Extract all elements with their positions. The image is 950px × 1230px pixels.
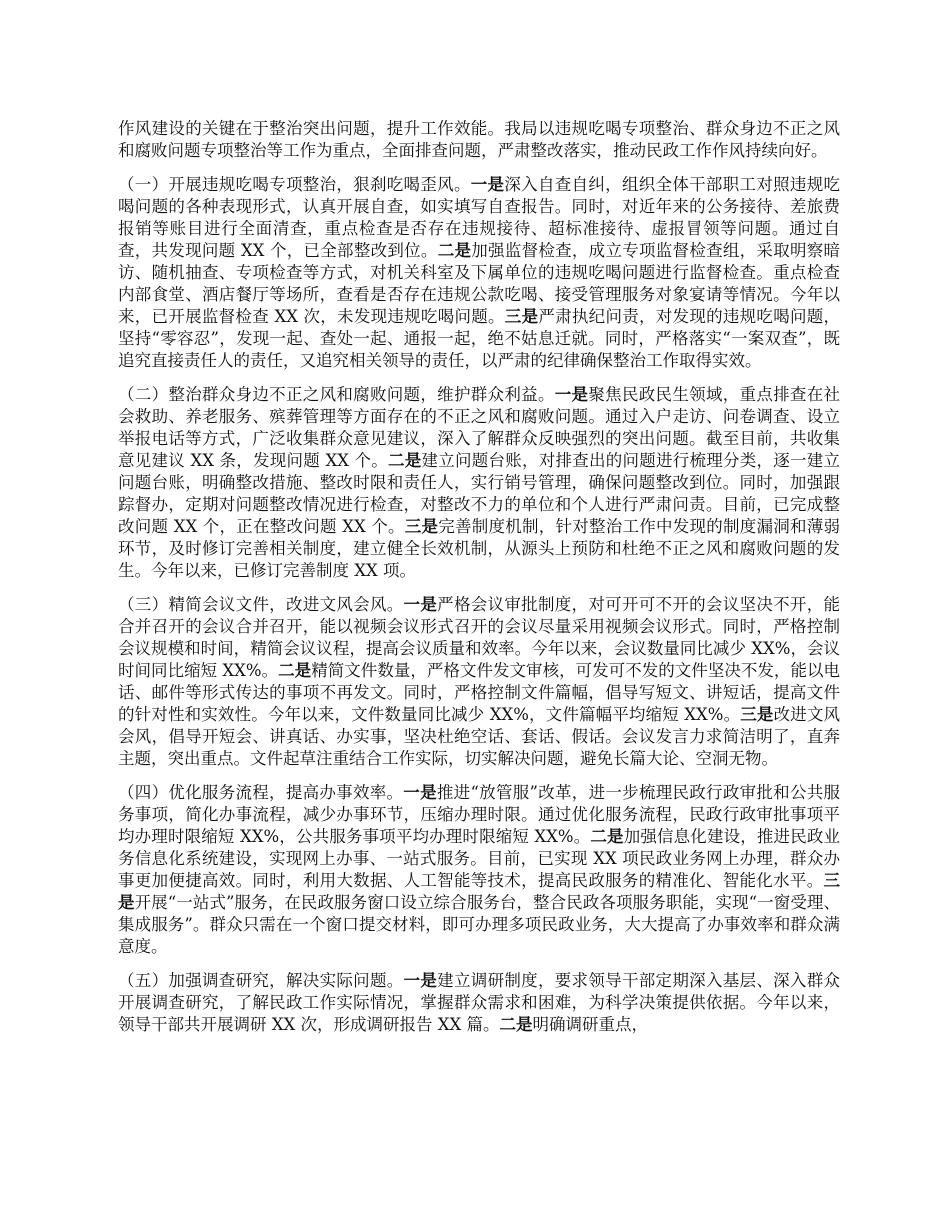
section-heading: （四）优化服务流程，提高办事效率。 — [118, 783, 404, 802]
point-lead: 一是 — [554, 385, 589, 404]
point-text: 建立调研制度，要求领导干部定期深入基层、深入群众开展调查研究，了解民政工作实际情况，掌握群众需求和困难，为科学决策提供依据。今年以来，领导干部共开展调研 XX 次，形成调研报告 XX 篇。 — [118, 971, 841, 1034]
point-lead: 一是 — [470, 175, 505, 194]
point-lead: 二是 — [499, 1015, 533, 1034]
point-text: 深入自查自纠，组织全体干部职工对照违规吃喝问题的各种表现形式，认真开展自查，如实填写自查报告。同时，对近年来的公务接待、差旅费报销等账目进行全面清查，重点检查是否存在违规接待、超标准接待、虚报冒领等问题。通过自查，共发现问题 XX 个，已全部整改到位。 — [118, 175, 841, 260]
point-lead: 一是 — [403, 595, 438, 614]
point-text: 完善制度机制，针对整治工作中发现的制度漏洞和薄弱环节，及时修订完善相关制度，建立健全长效机制，从源头上预防和杜绝不正之风和腐败问题的发生。今年以来，已修订完善制度 XX 项。 — [118, 517, 841, 580]
point-text: 建立问题台账，对排查出的问题进行梳理分类，逐一建立问题台账，明确整改措施、整改时限和责任人，实行销号管理，确保问题整改到位。同时，加强跟踪督办，定期对问题整改情况进行检查，对整改不力的单位和个人进行严肃问责。目前，已完成整改问题 XX 个，正在整改问题 XX 个。 — [118, 451, 841, 536]
point-text: 推进“放管服”改革，进一步梳理民政行政审批和公共服务事项，简化办事流程，减少办事环节，压缩办理时限。通过优化服务流程，民政行政审批事项平均办理时限缩短 XX%，公共服务事项平均办理时限缩短 XX%。 — [118, 783, 841, 846]
section-heading: （五）加强调查研究，解决实际问题。 — [118, 971, 404, 990]
point-text: 开展“一站式”服务，在民政服务窗口设立综合服务台，整合民政各项服务职能，实现“一窗受理、集成服务”。群众只需在一个窗口提交材料，即可办理多项民政业务，大大提高了办事效率和群众满意度。 — [118, 893, 841, 956]
section-heading: （三）精简会议文件，改进文风会风。 — [118, 595, 404, 614]
section-paragraph — [118, 594, 840, 770]
point-text: 精简文件数量，严格文件发文审核，可发可不发的文件坚决不发，能以电话、邮件等形式传达的事项不再发文。同时，严格控制文件篇幅，倡导写短文、讲短话，提高文件的针对性和实效性。今年以来，文件数量同比减少 XX%，文件篇幅平均缩短 XX%。 — [118, 661, 841, 724]
section-paragraph — [118, 970, 840, 1036]
point-text: 加强监督检查，成立专项监督检查组，采取明察暗访、随机抽查、专项检查等方式，对机关科室及下属单位的违规吃喝问题进行监督检查。重点检查内部食堂、酒店餐厅等场所，查看是否存在违规公款吃喝、接受管理服务对象宴请等情况。今年以来，已开展监督检查 XX 次，未发现违规吃喝问题。 — [118, 241, 841, 326]
point-lead: 一是 — [403, 783, 437, 802]
point-text: 严格会议审批制度，对可开可不开的会议坚决不开，能合并召开的会议合并召开，能以视频会议形式召开的会议尽量采用视频会议形式。同时，严格控制会议规模和时间，精简会议议程，提高会议质量和效率。今年以来，会议数量同比减少 XX%，会议时间同比缩短 XX%。 — [118, 595, 841, 680]
section-heading: （二）整治群众身边不正之风和腐败问题，维护群众利益。 — [118, 385, 555, 404]
document-page — [118, 118, 840, 1048]
point-text: 明确调研重点， — [532, 1015, 648, 1034]
point-lead: 二是 — [437, 241, 472, 260]
point-lead: 一是 — [403, 971, 438, 990]
point-lead: 二是 — [590, 827, 624, 846]
point-lead: 二是 — [278, 661, 312, 680]
point-text: 改进文风会风，倡导开短会、讲真话、办实事，坚决杜绝空话、套话、假话。会议发言力求简洁明了，直奔主题，突出重点。文件起草注重结合工作实际，切实解决问题，避免长篇大论、空洞无物。 — [118, 705, 841, 768]
point-lead: 二是 — [387, 451, 422, 470]
intro-paragraph: 作风建设的关键在于整治突出问题，提升工作效能。我局以违规吃喝专项整治、群众身边不正之风和腐败问题专项整治等工作为重点，全面排查问题，严肃整改落实，推动民政工作作风持续向好。 — [118, 119, 840, 160]
document-sections — [118, 174, 840, 1036]
point-text: 加强信息化建设，推进民政业务信息化系统建设，实现网上办事、一站式服务。目前，已实现 XX 项民政业务网上办理，群众办事更加便捷高效。同时，利用大数据、人工智能等技术，提高民政服务的精准化、智能化水平。 — [118, 827, 841, 890]
point-lead: 三是 — [504, 307, 539, 326]
point-lead: 三是 — [740, 705, 774, 724]
point-lead: 三是 — [404, 517, 439, 536]
section-paragraph — [118, 384, 840, 582]
section-paragraph — [118, 782, 840, 958]
section-paragraph — [118, 174, 840, 372]
point-lead: 三是 — [118, 871, 840, 912]
section-heading: （一）开展违规吃喝专项整治，狠刹吃喝歪风。 — [118, 175, 471, 194]
point-text: 聚焦民政民生领域，重点排查在社会救助、养老服务、殡葬管理等方面存在的不正之风和腐败问题。通过入户走访、问卷调查、设立举报电话等方式，广泛收集群众意见建议，深入了解群众反映强烈的突出问题。截至目前，共收集意见建议 XX 条，发现问题 XX 个。 — [118, 385, 841, 470]
point-text: 严肃执纪问责，对发现的违规吃喝问题，坚持“零容忍”，发现一起、查处一起、通报一起，绝不姑息迁就。同时，严格落实“一案双查”，既追究直接责任人的责任，又追究相关领导的责任，以严肃的纪律确保整治工作取得实效。 — [118, 307, 841, 370]
